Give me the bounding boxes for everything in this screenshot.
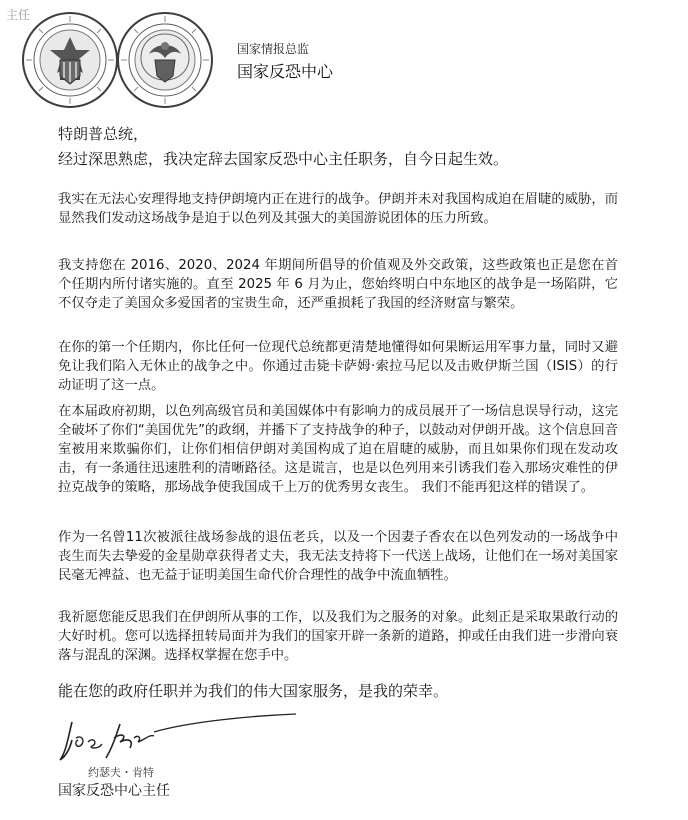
watermark: 主任 (6, 8, 31, 22)
header-agency: 国家情报总监 (237, 42, 310, 56)
dni-seal-icon (20, 10, 120, 110)
nctc-seal-icon (115, 10, 215, 110)
signer-name: 约瑟夫・肯特 (88, 766, 154, 779)
paragraph-2: 我支持您在 2016、2020、2024 年期间所倡导的价值观及外交政策，这些政策也正是您在首个任期内所付诸实施的。直至 2025 年 6 月为止，您始终明白中东地区的战争是一场陷阱，它不仅夺走了美国众多爱国者的宝贵生命，还严重损耗了我国的经济财富与繁荣。 (58, 258, 618, 311)
paragraph-1: 我实在无法心安理得地支持伊朗境内正在进行的战争。伊朗并未对我国构成迫在眉睫的威胁，而显然我们发动这场战争是迫于以色列及其强大的美国游说团体的压力所致。 (58, 192, 618, 226)
signer-title: 国家反恐中心主任 (58, 783, 170, 799)
salutation: 特朗普总统， (58, 125, 149, 143)
paragraph-4: 在本届政府初期，以色列高级官员和美国媒体中有影响力的成员展开了一场信息误导行动，这完全破坏了你们“美国优先”的政纲，并播下了支持战争的种子，以鼓动对伊朗开战。这个信息回音室被用来欺骗你们，让你们相信伊朗对美国构成了迫在眉睫的威胁，而且如果你们现在发动攻击，有一条通往迅速胜利的清晰路径。这是谎言，也是以色列用来引诱我们卷入那场灾难性的伊拉克战争的策略，那场战争使我国成千上万的优秀男女丧生。 我们不能再犯这样的错误了。 (58, 404, 618, 495)
closing-line: 能在您的政府任职并为我们的伟大国家服务，是我的荣幸。 (58, 682, 449, 700)
paragraph-5: 作为一名曾11次被派往战场参战的退伍老兵，以及一个因妻子香农在以色列发动的一场战争中丧生而失去挚爱的金星勋章获得者丈夫，我无法支持将下一代送上战场，让他们在一场对美国家民毫无裨益、也无益于证明美国生命代价合理性的战争中流血牺牲。 (58, 530, 618, 583)
paragraph-6: 我祈愿您能反思我们在伊朗所从事的工作，以及我们为之服务的对象。此刻正是采取果敢行动的大好时机。您可以选择扭转局面并为我们的国家开辟一条新的道路，抑或任由我们进一步滑向衰落与混乱的深渊。选择权掌握在您手中。 (58, 610, 618, 663)
signature-icon (58, 708, 298, 768)
paragraph-3: 在你的第一个任期内，你比任何一位现代总统都更清楚地懂得如何果断运用军事力量，同时又避免让我们陷入无休止的战争之中。你通过击毙卡萨姆·索拉马尼以及击败伊斯兰国（ISIS）的行动证明了这一点。 (58, 340, 618, 393)
opening-line: 经过深思熟虑，我决定辞去国家反恐中心主任职务，自今日起生效。 (58, 150, 509, 168)
header-center: 国家反恐中心 (237, 62, 334, 81)
